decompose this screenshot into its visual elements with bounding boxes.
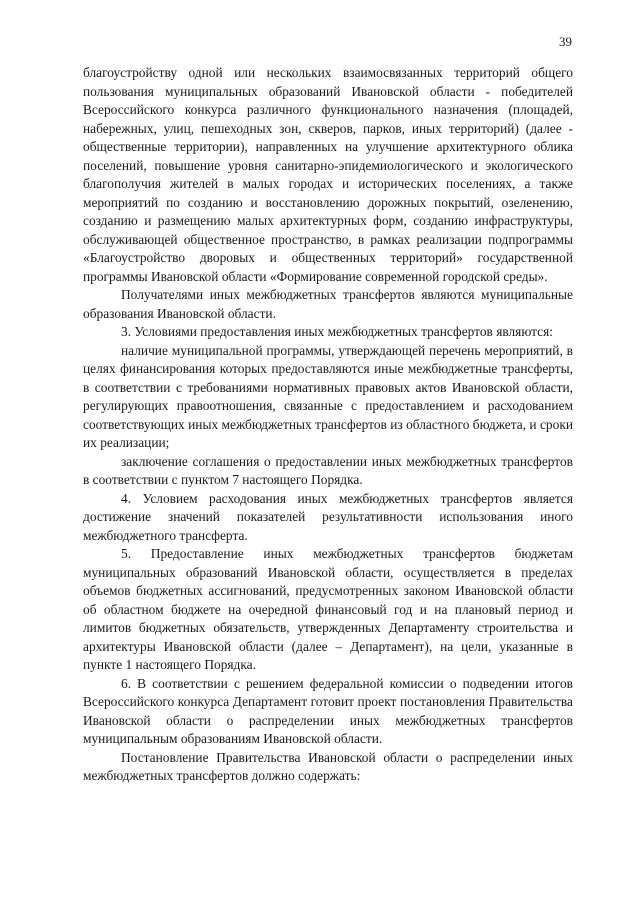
paragraph-continuation: благоустройству одной или нескольких взаимосвязанных территорий общего пользования муниципальных образований Ивановской области - победителей Всероссийского конкурса различного функционального назначения (площадей, набережных, улиц, пешеходных зон, скверов, парков, иных территорий) (далее - общественные территории), направленных на улучшение архитектурного облика поселений, повышение уровня санитарно-эпидемиологического и экологического благополучия жителей в малых городах и исторических поселениях, а также мероприятий по созданию и восстановлению дорожных покрытий, озеленению, созданию и размещению малых архитектурных форм, созданию инфраструктуры, обслуживающей общественное пространство, в рамках реализации подпрограммы «Благоустройство дворовых и общественных территорий» государственной программы Ивановской области «Формирование современной городской среды». [83,65,573,284]
paragraph-item-4: 4. Условием расходования иных межбюджетных трансфертов является достижение значений показателей результативности использования иного межбюджетного трансферта. [83,490,573,543]
paragraph-condition-agreement: заключение соглашения о предоставлении иных межбюджетных трансфертов в соответствии с пунктом 7 настоящего Порядка. [83,453,573,487]
page-number: 39 [559,34,572,49]
paragraph-item-3: 3. Условиями предоставления иных межбюджетных трансфертов являются: [121,324,554,339]
paragraph-item-6: 6. В соответствии с решением федеральной комиссии о подведении итогов Всероссийского конкурса Департамент готовит проект постановления Правительства Ивановской области о распределении иных межбюджетных трансфертов муниципальным образованиям Ивановской области. [83,675,573,746]
paragraph-condition-program: наличие муниципальной программы, утверждающей перечень мероприятий, в целях финансирования которых предоставляются иные межбюджетные трансферты, в соответствии с требованиями нормативных правовых актов Ивановской области, регулирующих правоотношения, связанные с предоставлением и расходованием соответствующих иных межбюджетных трансфертов из областного бюджета, и сроки их реализации; [83,342,573,450]
paragraph-item-5: 5. Предоставление иных межбюджетных трансфертов бюджетам муниципальных образований Ивановской области, осуществляется в пределах объемов бюджетных ассигнований, предусмотренных законом Ивановской области об областном бюджете на очередной финансовый год и на плановый период и лимитов бюджетных обязательств, утвержденных Департаменту строительства и архитектуры Ивановской области (далее – Департамент), на цели, указанные в пункте 1 настоящего Порядка. [83,546,573,672]
paragraph-recipients: Получателями иных межбюджетных трансфертов являются муниципальные образования Ивановской области. [83,287,573,321]
document-body [83,64,573,786]
paragraph-resolution: Постановление Правительства Ивановской области о распределении иных межбюджетных трансфертов должно содержать: [83,749,573,783]
